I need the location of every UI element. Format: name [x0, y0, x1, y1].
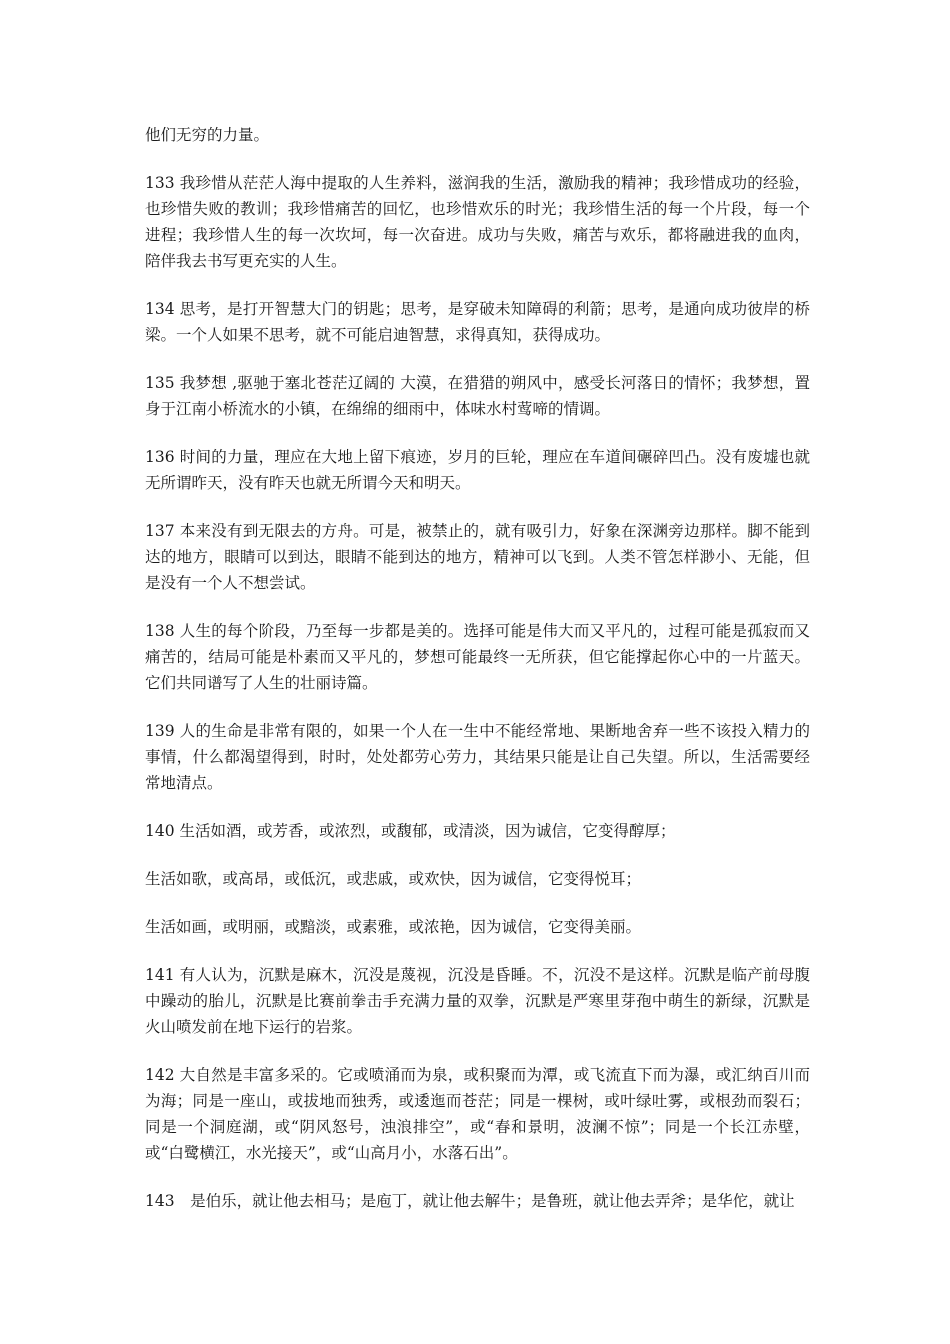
paragraph-140-painting: 生活如画，或明丽，或黯淡，或素雅，或浓艳，因为诚信，它变得美丽。 [145, 918, 642, 936]
document-body [145, 122, 810, 1236]
paragraph-143: 143 是伯乐，就让他去相马；是庖丁，就让他去解牛；是鲁班，就让他去弄斧；是华佗，就让 [145, 1192, 795, 1210]
paragraph-134: 134 思考，是打开智慧大门的钥匙；思考，是穿破未知障碍的利箭；思考，是通向成功彼岸的桥梁。一个人如果不思考，就不可能启迪智慧，求得真知，获得成功。 [145, 300, 810, 344]
paragraph-continuation: 他们无穷的力量。 [145, 126, 270, 144]
paragraph-137: 137 本来没有到无限去的方舟。可是，被禁止的，就有吸引力，好象在深渊旁边那样。脚不能到达的地方，眼睛可以到达，眼睛不能到达的地方，精神可以飞到。人类不管怎样渺小、无能，但是没有一个人不想尝试。 [145, 522, 810, 592]
paragraph-136: 136 时间的力量，理应在大地上留下痕迹，岁月的巨轮，理应在车道间碾碎凹凸。没有废墟也就无所谓昨天，没有昨天也就无所谓今天和明天。 [145, 448, 810, 492]
paragraph-139: 139 人的生命是非常有限的，如果一个人在一生中不能经常地、果断地舍弃一些不该投入精力的事情，什么都渴望得到，时时，处处都劳心劳力，其结果只能是让自己失望。所以，生活需要经常地清点。 [145, 722, 810, 792]
paragraph-135: 135 我梦想 ,驱驰于塞北苍茫辽阔的 大漠，在猎猎的朔风中，感受长河落日的情怀；我梦想，置身于江南小桥流水的小镇，在绵绵的细雨中，体味水村莺啼的情调。 [145, 374, 810, 418]
paragraph-140-song: 生活如歌，或高昂，或低沉，或悲戚，或欢快，因为诚信，它变得悦耳； [145, 870, 642, 888]
paragraph-141: 141 有人认为，沉默是麻木，沉没是蔑视，沉没是昏睡。不，沉没不是这样。沉默是临产前母腹中躁动的胎儿，沉默是比赛前拳击手充满力量的双拳，沉默是严寒里芽孢中萌生的新绿，沉默是火山喷发前在地下运行的岩浆。 [145, 966, 810, 1036]
paragraph-138: 138 人生的每个阶段，乃至每一步都是美的。选择可能是伟大而又平凡的，过程可能是孤寂而又痛苦的，结局可能是朴素而又平凡的，梦想可能最终一无所获，但它能撑起你心中的一片蓝天。它们共同谱写了人生的壮丽诗篇。 [145, 622, 810, 692]
paragraph-142: 142 大自然是丰富多采的。它或喷涌而为泉，或积聚而为潭，或飞流直下而为瀑，或汇纳百川而为海；同是一座山，或拔地而独秀，或逶迤而苍茫；同是一棵树，或叶绿吐雾，或根劲而裂石；同是一个洞庭湖，或“阴风怒号，浊浪排空”，或“春和景明，波澜不惊”；同是一个长江赤壁，或“白鹭横江，水光接天”，或“山高月小，水落石出”。 [145, 1066, 810, 1162]
paragraph-133: 133 我珍惜从茫茫人海中提取的人生养料，滋润我的生活，激励我的精神；我珍惜成功的经验，也珍惜失败的教训；我珍惜痛苦的回忆，也珍惜欢乐的时光；我珍惜生活的每一个片段，每一个进程；我珍惜人生的每一次坎坷，每一次奋进。成功与失败，痛苦与欢乐，都将融进我的血肉，陪伴我去书写更充实的人生。 [145, 174, 810, 270]
paragraph-140-wine: 140 生活如酒，或芳香，或浓烈，或馥郁，或清淡，因为诚信，它变得醇厚； [145, 822, 676, 840]
